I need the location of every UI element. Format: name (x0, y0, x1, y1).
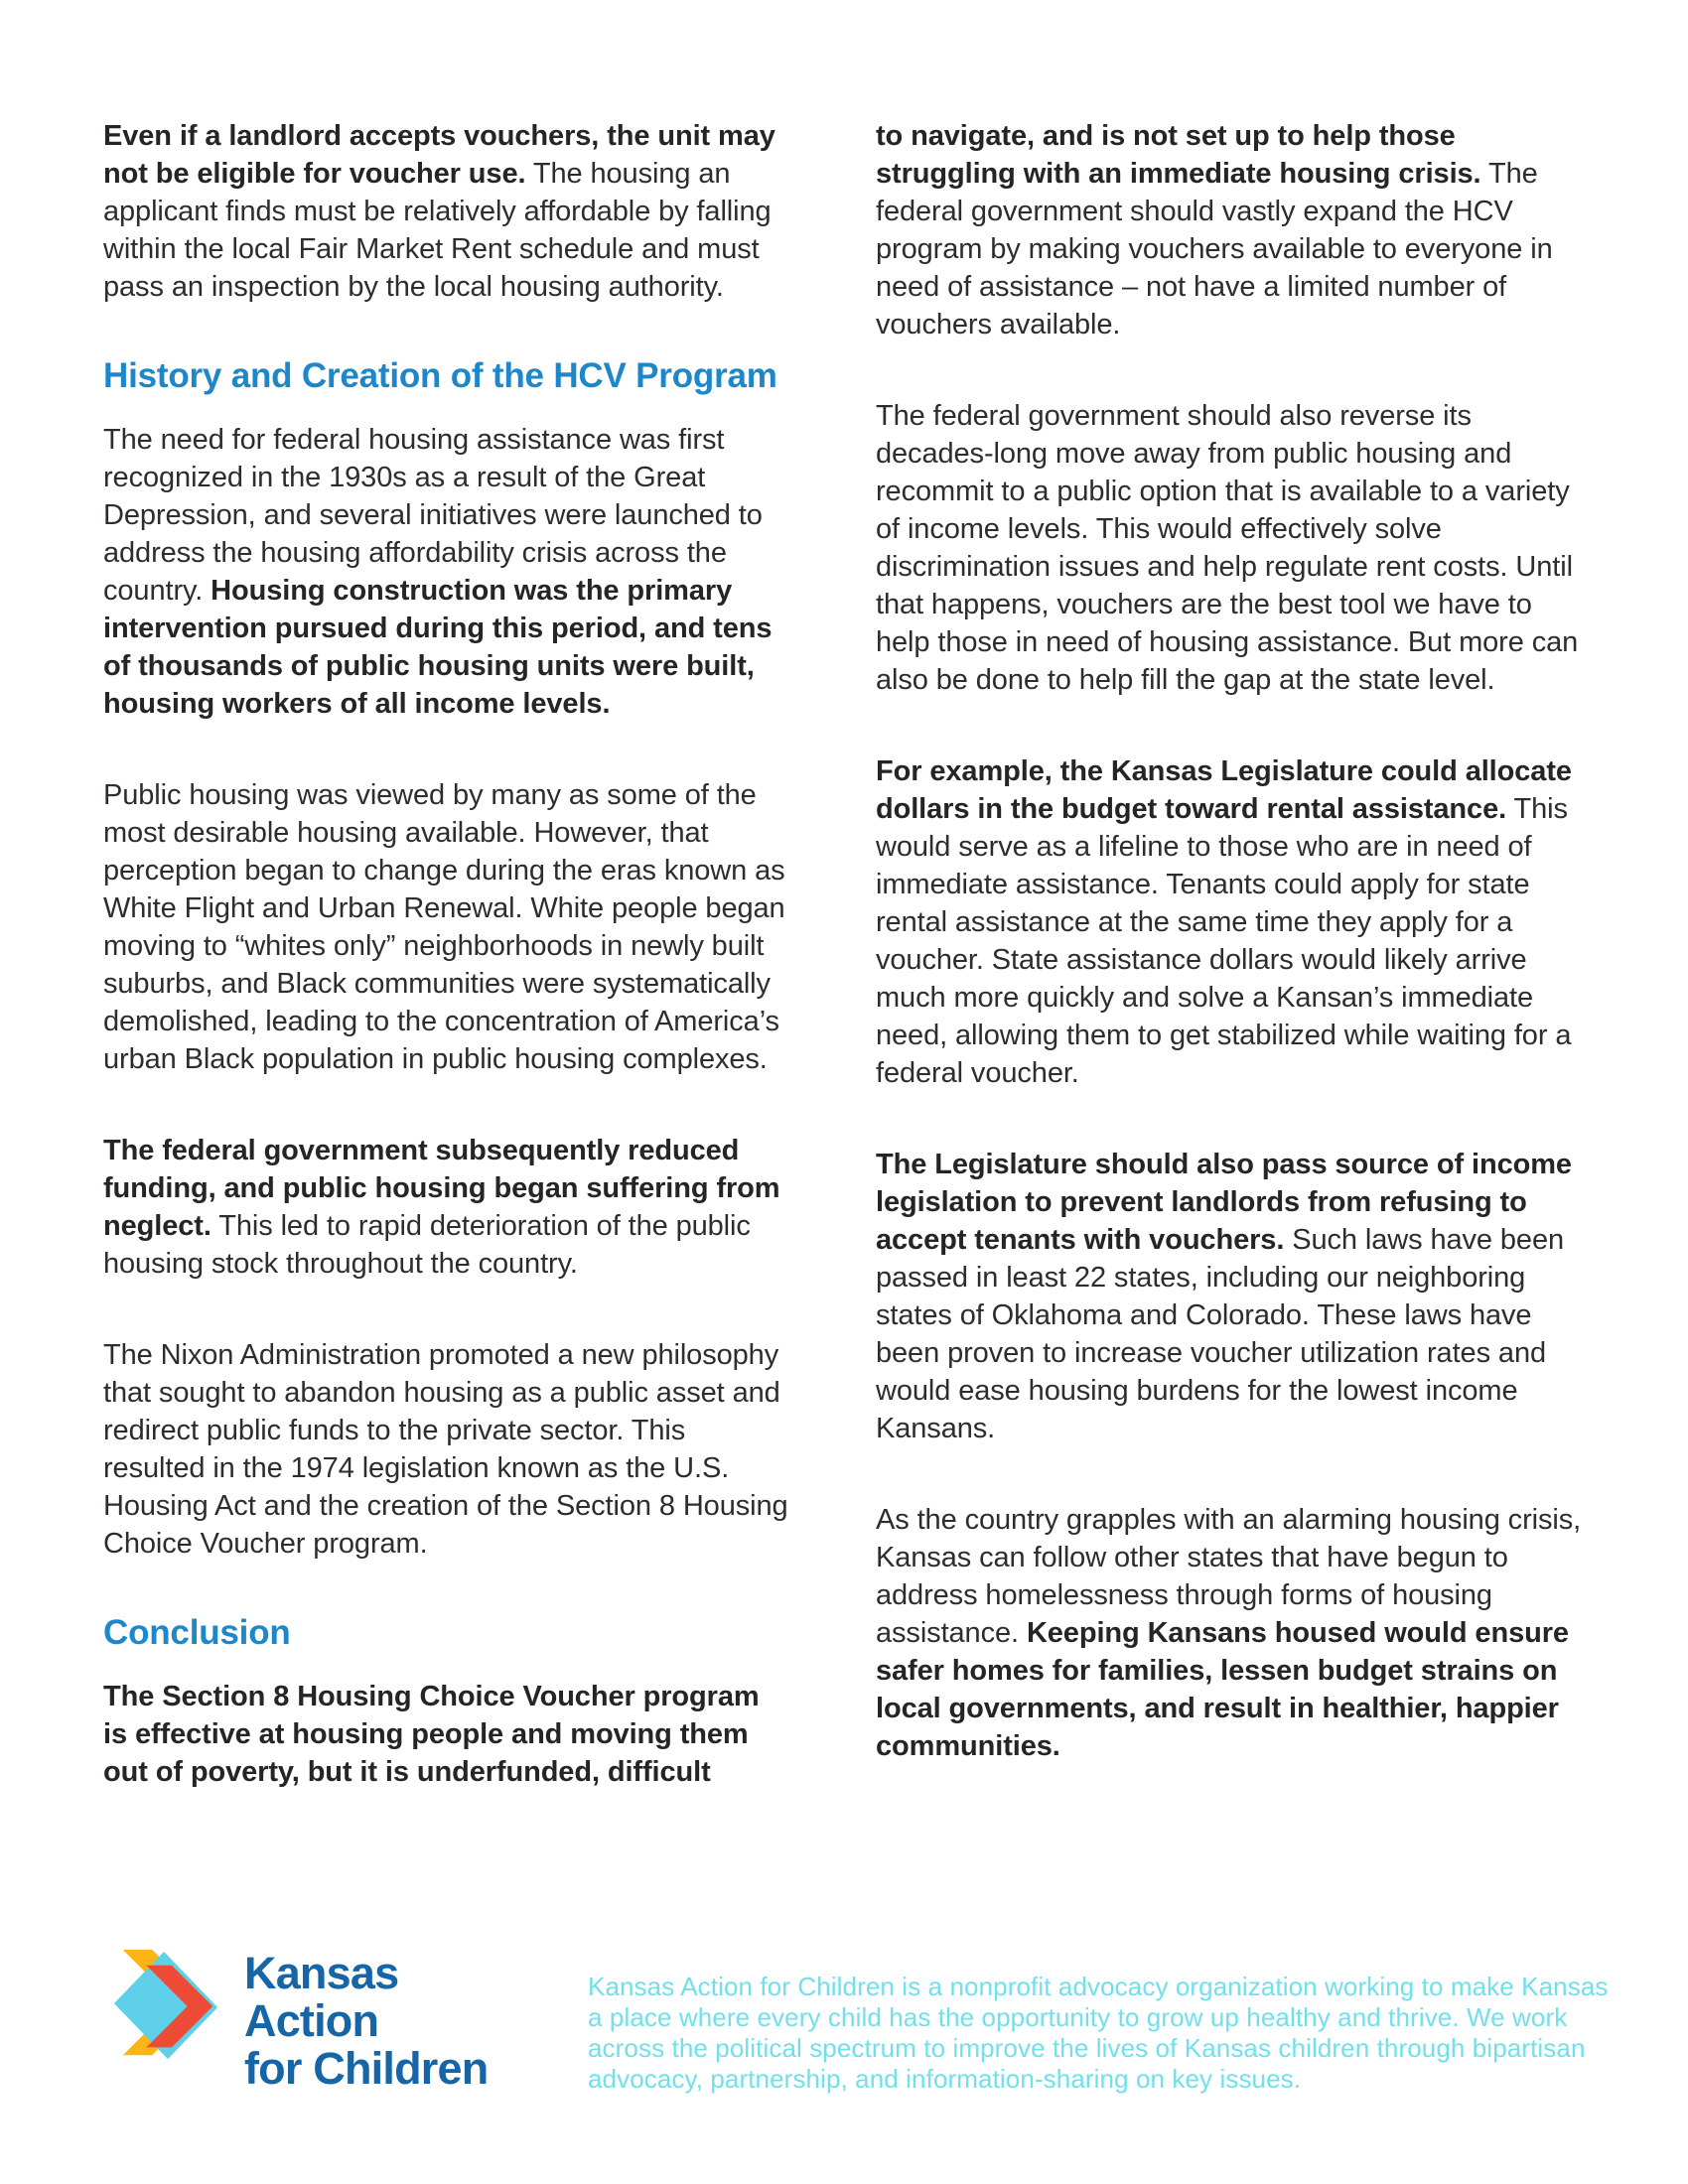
bold-lead-text: to navigate, and is not set up to help those struggling with an immediate housing crisis. (876, 120, 1481, 190)
bold-lead-text: The Section 8 Housing Choice Voucher program is effective at housing people and moving them out of poverty, but it is underfunded, difficult (103, 1681, 760, 1788)
bold-lead-text: The federal government subsequently reduced funding, and public housing began suffering from neglect. (103, 1135, 780, 1242)
body-text: Public housing was viewed by many as some of the most desirable housing available. However, that perception began to change during the eras known as White Flight and Urban Renewal. White people began moving to “whites only” neighborhoods in newly built suburbs, and Black communities were systematically demolished, leading to the concentration of America’s urban Black population in public housing complexes. (103, 779, 785, 1075)
paragraph-public-housing-perception (103, 776, 790, 1078)
paragraph-source-of-income-legislation (876, 1146, 1585, 1447)
bold-text: Housing construction was the primary intervention pursued during this period, and tens of thousands of public housing units were built, housing workers of all income levels. (103, 575, 773, 720)
logo-word-for-children: for Children (244, 2043, 489, 2094)
body-text: Such laws have been passed in least 22 states, including our neighboring states of Oklahoma and Colorado. These laws have been proven to increase voucher utilization rates and would ease housing burdens for the lowest income Kansans. (876, 1224, 1565, 1444)
kac-logo-wordmark (244, 1950, 488, 2093)
paragraph-reverse-public-housing-move (876, 397, 1585, 699)
bold-lead-text: The Legislature should also pass source of income legislation to prevent landlords from refusing to accept tenants with vouchers. (876, 1149, 1572, 1256)
body-text: The need for federal housing assistance was first recognized in the 1930s as a result of the Great Depression, and several initiatives were launched to address the housing affordability crisis across the country. (103, 424, 763, 607)
page-footer (0, 1936, 1688, 2134)
bold-lead-text: For example, the Kansas Legislature could allocate dollars in the budget toward rental assistance. (876, 755, 1572, 825)
body-text: The housing an applicant finds must be relatively affordable by falling within the local Fair Market Rent schedule and must pass an inspection by the local housing authority. (103, 158, 772, 303)
body-text: As the country grapples with an alarming housing crisis, Kansas can follow other states that have begun to address homelessness through forms of housing assistance. (876, 1504, 1582, 1649)
body-text: This would serve as a lifeline to those who are in need of immediate assistance. Tenants could apply for state rental assistance at the same time they apply for a voucher. State assistance dollars would likely arrive much more quickly and solve a Kansan’s immediate need, allowing them to get stabilized while waiting for a federal voucher. (876, 793, 1572, 1089)
logo-word-action: Action (244, 1995, 379, 2046)
section-heading-conclusion: Conclusion (103, 1613, 291, 1652)
paragraph-kansas-legislature-budget (876, 752, 1585, 1092)
paragraph-reduced-funding (103, 1132, 790, 1283)
bold-text: Keeping Kansans housed would ensure safer homes for families, lessen budget strains on local governments, and result in healthier, happier communities. (876, 1617, 1569, 1762)
paragraph-conclusion-intro (103, 1678, 790, 1791)
paragraph-nixon-administration (103, 1336, 790, 1563)
body-text: This led to rapid deterioration of the public housing stock throughout the country. (103, 1210, 751, 1280)
bold-lead-text: Even if a landlord accepts vouchers, the unit may not be eligible for voucher use. (103, 120, 775, 190)
logo-word-kansas: Kansas (244, 1948, 399, 1998)
body-text: The federal government should vastly expand the HCV program by making vouchers available to everyone in need of assistance – not have a limited number of vouchers available. (876, 158, 1553, 341)
left-column (103, 117, 790, 1844)
right-column (876, 117, 1585, 1819)
paragraph-voucher-eligibility (103, 117, 790, 306)
body-text: The Nixon Administration promoted a new philosophy that sought to abandon housing as a public asset and redirect public funds to the private sector. This resulted in the 1974 legislation known as the U.S. Housing Act and the creation of the Section 8 Housing Choice Voucher program. (103, 1339, 788, 1560)
paragraph-federal-assistance-history (103, 421, 790, 723)
section-heading-history: History and Creation of the HCV Program (103, 356, 777, 395)
paragraph-housing-crisis-closing (876, 1501, 1585, 1765)
footer-about-text: Kansas Action for Children is a nonprofit advocacy organization working to make Kansas a place where every child has the opportunity to grow up healthy and thrive. We work across the political spectrum to improve the lives of Kansas children through bipartisan advocacy, partnership, and information-sharing on key issues. (588, 1972, 1609, 2094)
kac-logo-icon (109, 1944, 226, 2075)
body-text: The federal government should also reverse its decades-long move away from public housing and recommit to a public option that is available to a variety of income levels. This would effectively solve discrimination issues and help regulate rent costs. Until that happens, vouchers are the best tool we have to help those in need of housing assistance. But more can also be done to help fill the gap at the state level. (876, 400, 1579, 696)
paragraph-difficult-to-navigate (876, 117, 1585, 343)
